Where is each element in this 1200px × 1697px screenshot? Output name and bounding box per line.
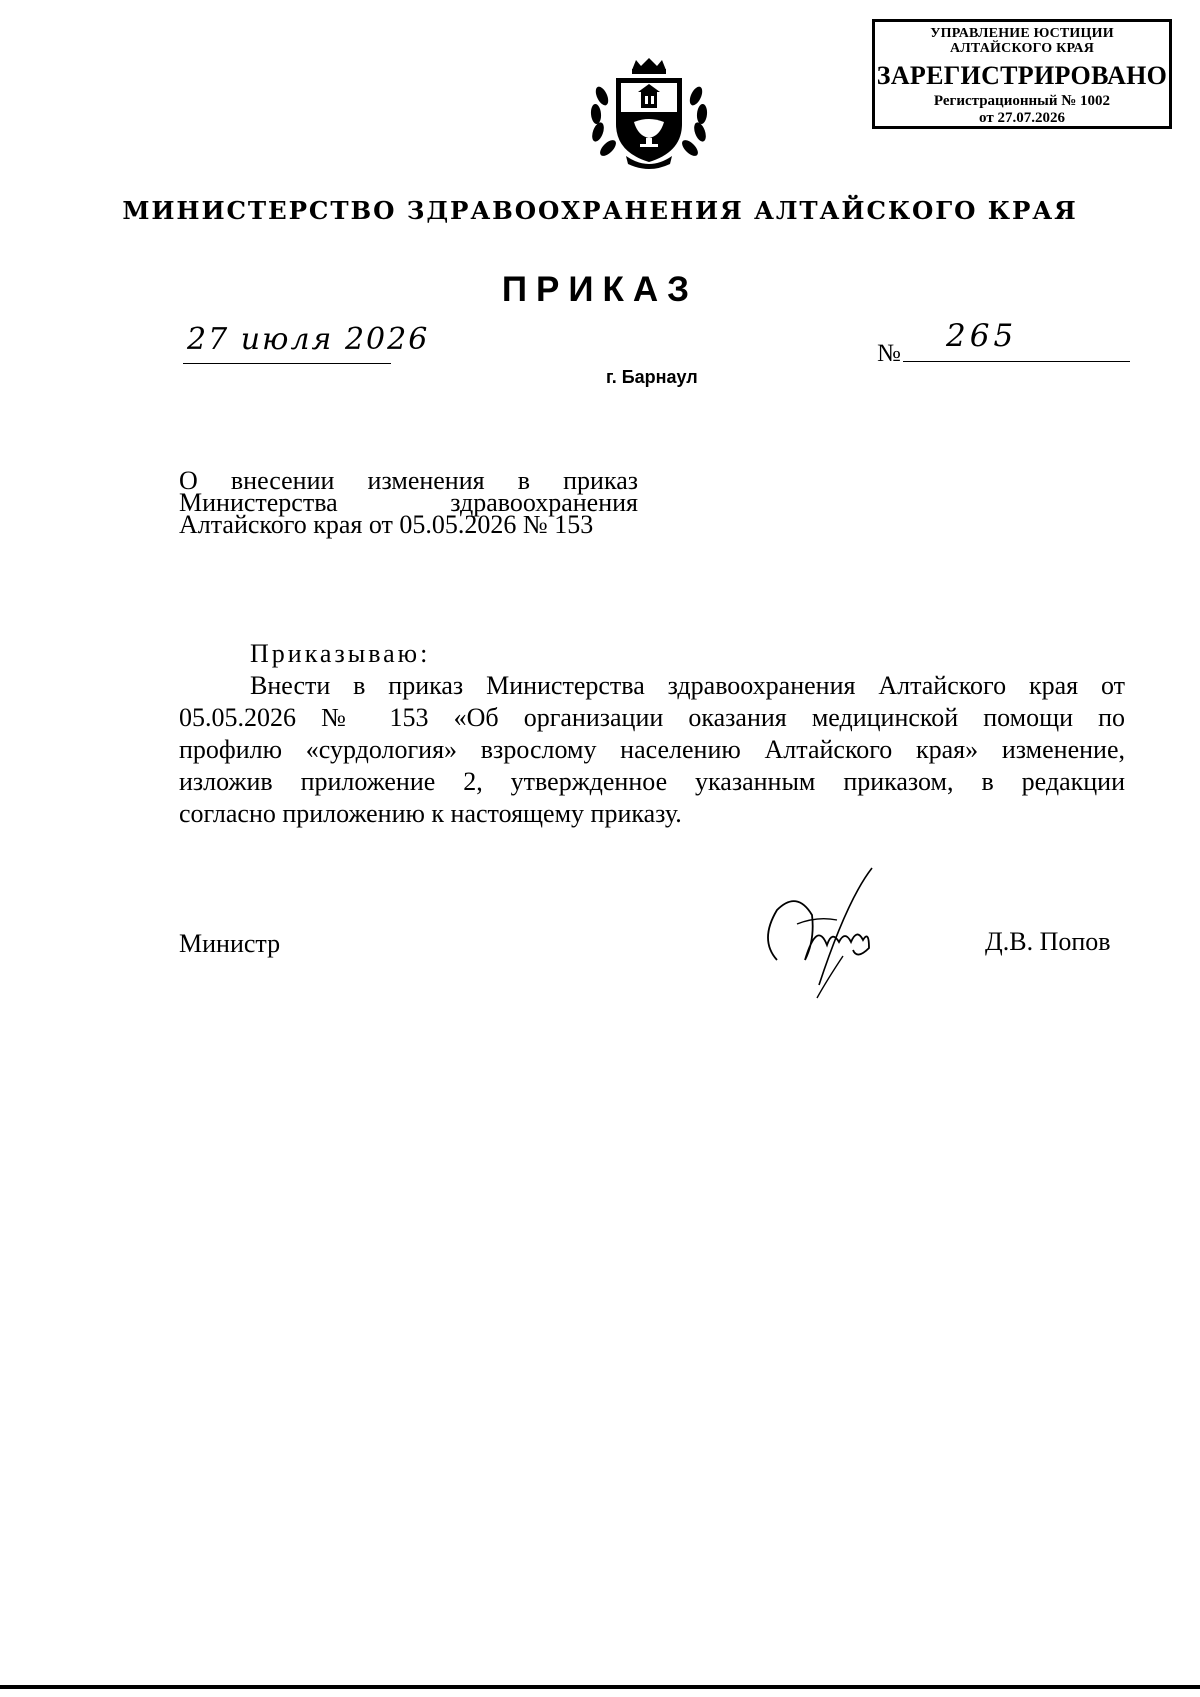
stamp-line1: УПРАВЛЕНИЕ ЮСТИЦИИ (930, 26, 1114, 41)
stamp-reg-date: от 27.07.2026 (979, 110, 1065, 126)
registration-stamp (872, 19, 1172, 129)
ordering-word: Приказываю: (250, 639, 431, 668)
stamp-status: ЗАРЕГИСТРИРОВАНО (876, 61, 1168, 90)
number-underline (903, 361, 1130, 362)
handwritten-number: 265 (946, 318, 1018, 354)
subject-line-1: О внесении изменения в приказ (179, 466, 638, 495)
subject-line-3: Алтайского края от 05.05.2026 № 153 (179, 510, 594, 539)
altai-krai-coat-of-arms-icon (586, 56, 712, 171)
document-type: ПРИКАЗ (501, 270, 699, 309)
number-sign: № (877, 340, 901, 367)
signer-name: Д.В. Попов (985, 927, 1111, 956)
ministry-name: МИНИСТЕРСТВО ЗДРАВООХРАНЕНИЯ АЛТАЙСКОГО КРАЯ (122, 196, 1078, 225)
subject-line-2: Министерства здравоохранения (179, 488, 638, 517)
body-line-4: изложив приложение 2, утвержденное указанным приказом, в редакции (179, 767, 1125, 796)
body-line-5: согласно приложению к настоящему приказу. (179, 799, 682, 828)
date-underline (183, 363, 391, 364)
body-line-2: 05.05.2026 № 153 «Об организации оказания медицинской помощи по (179, 703, 1125, 732)
body-line-3: профилю «сурдология» взрослому населению Алтайского края» изменение, (179, 735, 1125, 764)
city: г. Барнаул (606, 367, 698, 387)
signer-position: Министр (179, 929, 281, 958)
stamp-reg-number: Регистрационный № 1002 (933, 93, 1111, 109)
bottom-border (0, 1685, 1200, 1689)
stamp-line2: АЛТАЙСКОГО КРАЯ (949, 41, 1095, 56)
handwritten-signature-icon (757, 860, 897, 1000)
body-line-1: Внести в приказ Министерства здравоохранения Алтайского края от (250, 671, 1125, 700)
handwritten-date: 27 июля 2026 (187, 322, 430, 357)
